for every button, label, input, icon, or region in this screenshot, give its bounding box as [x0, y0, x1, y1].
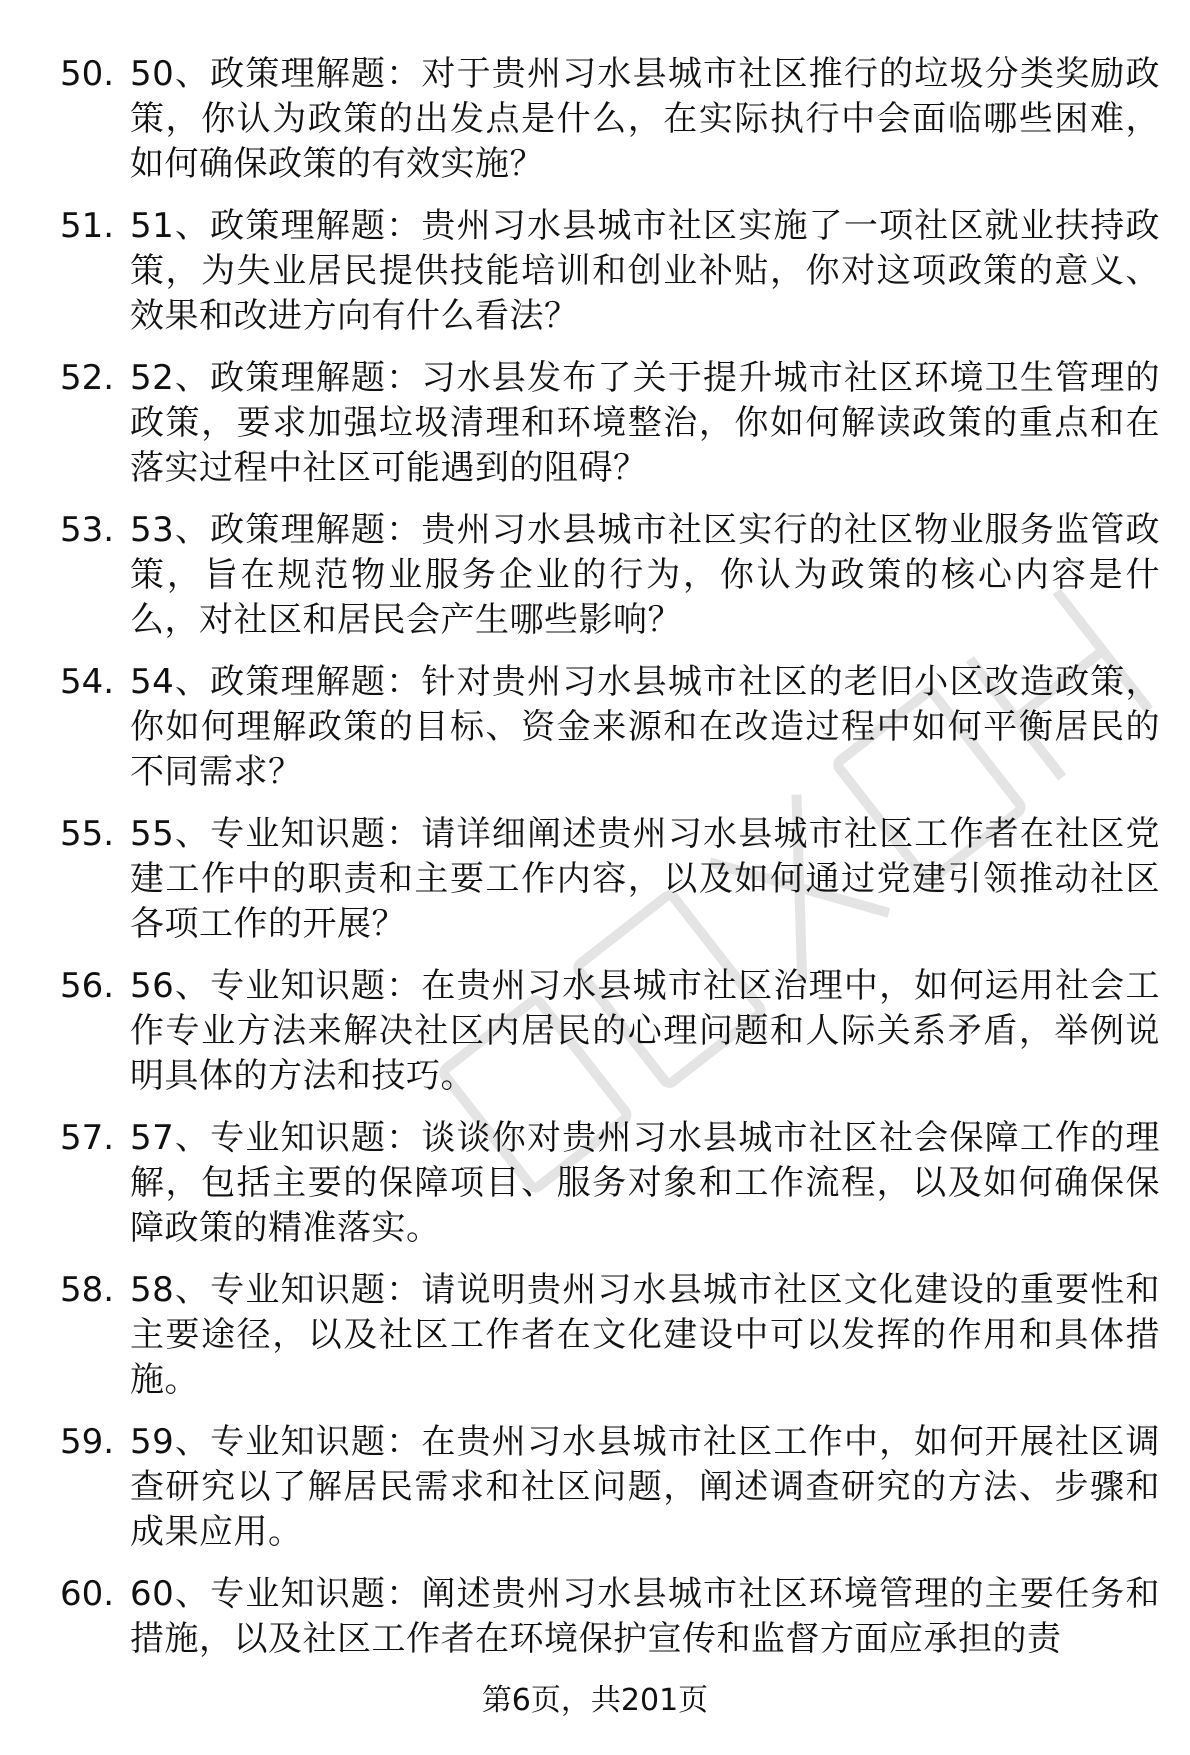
- question-text: 56、专业知识题：在贵州习水县城市社区治理中，如何运用社会工作专业方法来解决社区内居民的心理问题和人际关系矛盾，举例说明具体的方法和技巧。: [130, 966, 1160, 1096]
- page-number-label: 第6页，共201页: [481, 1683, 709, 1718]
- question-number: 60.: [60, 1574, 115, 1614]
- question-item: [60, 1420, 1160, 1555]
- question-text: 59、专业知识题：在贵州习水县城市社区工作中，如何开展社区调查研究以了解居民需求和社区问题，阐述调查研究的方法、步骤和成果应用。: [130, 1422, 1160, 1552]
- question-item: [60, 964, 1160, 1099]
- question-text: 60、专业知识题：阐述贵州习水县城市社区环境管理的主要任务和措施，以及社区工作者在环境保护宣传和监督方面应承担的责: [130, 1574, 1160, 1659]
- question-number: 50.: [60, 54, 115, 94]
- question-text: 51、政策理解题：贵州习水县城市社区实施了一项社区就业扶持政策，为失业居民提供技能培训和创业补贴，你对这项政策的意义、效果和改进方向有什么看法？: [130, 206, 1160, 336]
- question-item: [60, 660, 1160, 795]
- page-footer: [0, 1681, 1190, 1721]
- question-text: 58、专业知识题：请说明贵州习水县城市社区文化建设的重要性和主要途径，以及社区工作者在文化建设中可以发挥的作用和具体措施。: [130, 1270, 1160, 1400]
- question-item: [60, 52, 1160, 187]
- question-item: [60, 204, 1160, 339]
- question-text: 54、政策理解题：针对贵州习水县城市社区的老旧小区改造政策，你如何理解政策的目标、资金来源和在改造过程中如何平衡居民的不同需求？: [130, 662, 1160, 792]
- question-item: [60, 1116, 1160, 1251]
- question-number: 55.: [60, 814, 115, 854]
- question-item: [60, 1572, 1160, 1662]
- question-number: 51.: [60, 206, 115, 246]
- question-item: [60, 1268, 1160, 1403]
- question-item: [60, 812, 1160, 947]
- question-item: [60, 356, 1160, 491]
- question-number: 57.: [60, 1118, 115, 1158]
- question-text: 57、专业知识题：谈谈你对贵州习水县城市社区社会保障工作的理解，包括主要的保障项目、服务对象和工作流程，以及如何确保保障政策的精准落实。: [130, 1118, 1160, 1248]
- question-text: 52、政策理解题：习水县发布了关于提升城市社区环境卫生管理的政策，要求加强垃圾清理和环境整治，你如何解读政策的重点和在落实过程中社区可能遇到的阻碍？: [130, 358, 1160, 488]
- question-number: 54.: [60, 662, 115, 702]
- question-number: 58.: [60, 1270, 115, 1310]
- question-number: 52.: [60, 358, 115, 398]
- question-text: 50、政策理解题：对于贵州习水县城市社区推行的垃圾分类奖励政策，你认为政策的出发点是什么，在实际执行中会面临哪些困难，如何确保政策的有效实施？: [130, 54, 1160, 184]
- question-text: 53、政策理解题：贵州习水县城市社区实行的社区物业服务监管政策，旨在规范物业服务企业的行为，你认为政策的核心内容是什么，对社区和居民会产生哪些影响？: [130, 510, 1160, 640]
- question-text: 55、专业知识题：请详细阐述贵州习水县城市社区工作者在社区党建工作中的职责和主要工作内容，以及如何通过党建引领推动社区各项工作的开展？: [130, 814, 1160, 944]
- question-number: 56.: [60, 966, 115, 1006]
- question-number: 53.: [60, 510, 115, 550]
- question-item: [60, 508, 1160, 643]
- question-list: [60, 52, 1160, 1679]
- question-number: 59.: [60, 1422, 115, 1462]
